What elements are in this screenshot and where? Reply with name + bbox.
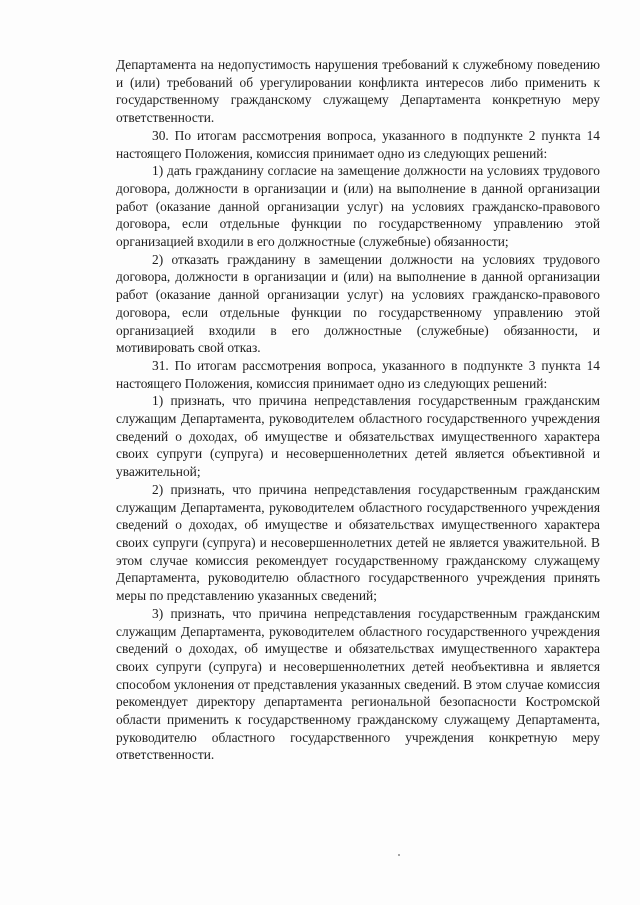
paragraph-item-30-1: 1) дать гражданину согласие на замещение должности на условиях трудового договора, должности в организации и (или) на выполнение в данной организации работ (оказание данной организации услуг) на условиях гражданско-правового договора, если отдельные функции по государственному управлению этой организацией входили в его должностные (служебные) обязанности; [116, 163, 600, 250]
paragraph-item-30: 30. По итогам рассмотрения вопроса, указанного в подпункте 2 пункта 14 настоящего Положения, комиссия принимает одно из следующих решений: [116, 127, 600, 161]
scan-speck [398, 854, 400, 856]
paragraph-continuation: Департамента на недопустимость нарушения требований к служебному поведению и (или) требований об урегулировании конфликта интересов либо применить к государственному гражданскому служащему Департамента конкретную меру ответственности. [116, 57, 600, 126]
paragraph-item-31-2: 2) признать, что причина непредставления государственным гражданским служащим Департамента, руководителем областного государственного учреждения сведений о доходах, об имуществе и обязательствах имущественного характера своих супруги (супруга) и несовершеннолетних детей не является уважительной. В этом случае комиссия рекомендует государственному гражданскому служащему Департамента, руководителю областного государственного учреждения принять меры по представлению указанных сведений; [116, 481, 600, 604]
document-body [116, 56, 600, 764]
paragraph-item-31-1: 1) признать, что причина непредставления государственным гражданским служащим Департамента, руководителем областного государственного учреждения сведений о доходах, об имуществе и обязательствах имущественного характера своих супруги (супруга) и несовершеннолетних детей является объективной и уважительной; [116, 393, 600, 480]
paragraph-item-30-2: 2) отказать гражданину в замещении должности на условиях трудового договора, должности в организации и (или) на выполнение в данной организации работ (оказание данной организации услуг) на условиях гражданско-правового договора, если отдельные функции по государственному управлению этой организацией входили в его должностные (служебные) обязанности, и мотивировать свой отказ. [116, 251, 600, 356]
paragraph-item-31: 31. По итогам рассмотрения вопроса, указанного в подпункте 3 пункта 14 настоящего Положения, комиссия принимает одно из следующих решений: [116, 357, 600, 391]
paragraph-item-31-3: 3) признать, что причина непредставления государственным гражданским служащим Департамента, руководителем областного государственного учреждения сведений о доходах, об имуществе и обязательствах имущественного характера своих супруги (супруга) и несовершеннолетних детей необъективна и является способом уклонения от представления указанных сведений. В этом случае комиссия рекомендует директору департамента региональной безопасности Костромской области применить к государственному гражданскому служащему Департамента, руководителю областного государственного учреждения конкретную меру ответственности. [116, 605, 600, 763]
